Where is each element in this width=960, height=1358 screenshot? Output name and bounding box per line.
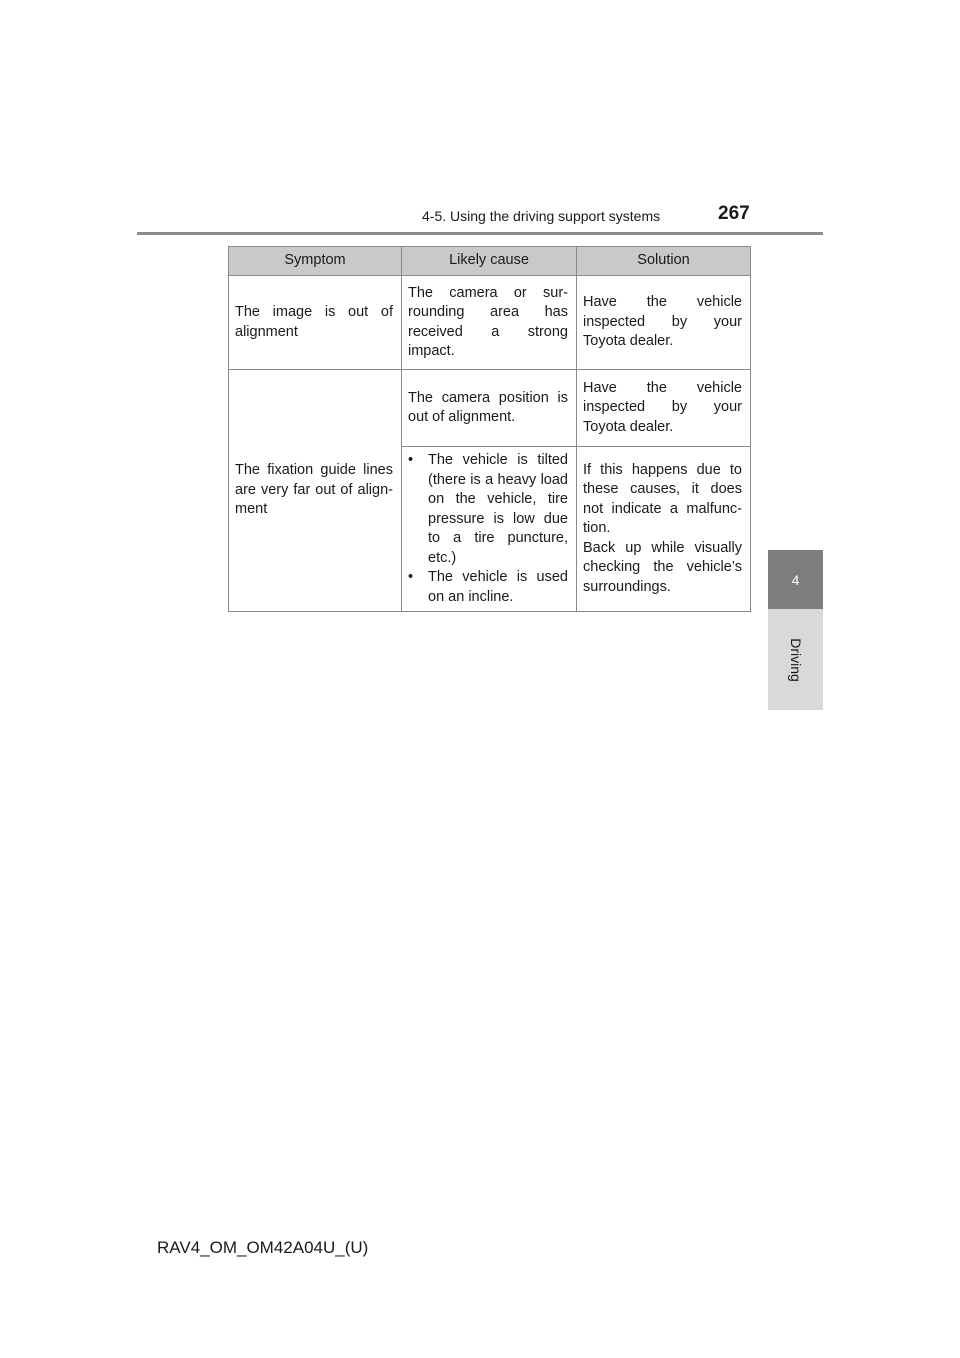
chapter-number: 4 — [791, 571, 800, 588]
column-header-likely-cause: Likely cause — [402, 247, 577, 276]
solution-text: Back up while visually checking the vehicle’s surroundings. — [583, 539, 742, 595]
symptom-cell: The image is out of alignment — [229, 276, 402, 370]
section-title: 4-5. Using the driving support systems — [422, 208, 661, 224]
solution-cell: Have the vehicle inspected by your Toyota dealer. — [577, 276, 751, 370]
table-header-row — [229, 247, 751, 276]
chapter-label — [768, 609, 823, 710]
cause-cell — [402, 447, 577, 612]
symptom-cell: The fixation guide lines are very far out of align-ment — [229, 370, 402, 612]
cause-cell: The camera or sur-rounding area has received a strong impact. — [402, 276, 577, 370]
solution-text: If this happens due to these causes, it does not indicate a malfunc-tion. — [583, 461, 742, 537]
solution-cell — [577, 447, 751, 612]
column-header-symptom: Symptom — [229, 247, 402, 276]
list-item: • The vehicle is used on an incline. — [408, 568, 568, 607]
cause-cell: The camera position is out of alignment. — [402, 370, 577, 447]
cause-list — [408, 451, 568, 607]
table-row — [229, 276, 751, 370]
solution-cell: Have the vehicle inspected by your Toyota dealer. — [577, 370, 751, 447]
document-code: RAV4_OM_OM42A04U_(U) — [157, 1238, 369, 1257]
table-row — [229, 370, 751, 447]
column-header-solution: Solution — [577, 247, 751, 276]
troubleshooting-table — [228, 246, 751, 612]
list-item: • The vehicle is tilted (there is a heavy load on the vehicle, tire pressure is low due to a tire puncture, etc.) — [408, 451, 568, 568]
chapter-title: Driving — [787, 637, 804, 682]
header-divider — [137, 232, 823, 235]
page-number: 267 — [718, 203, 750, 224]
